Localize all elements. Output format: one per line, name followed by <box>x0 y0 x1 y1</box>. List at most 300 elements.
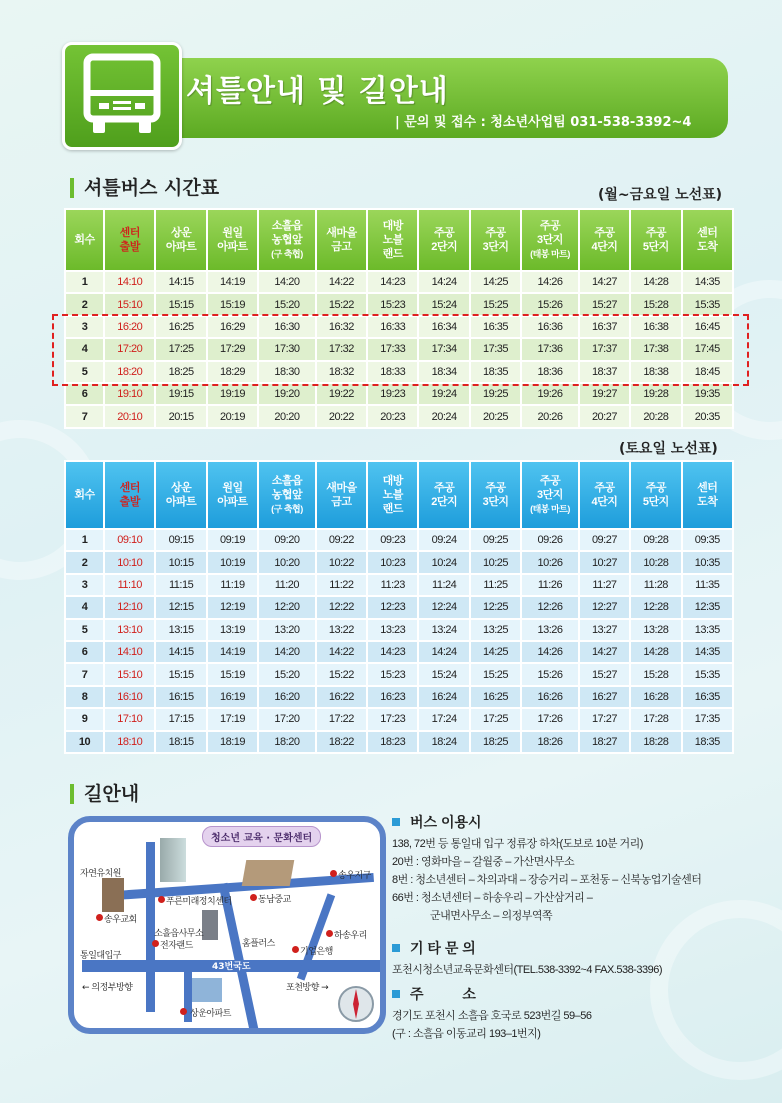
header-text: 센터 <box>697 482 718 494</box>
saturday-header-cell <box>470 461 521 529</box>
header-text: 상운 <box>170 482 192 494</box>
time-cell: 13:15 <box>155 619 206 641</box>
map-marker <box>330 870 337 877</box>
road-label: 43번국도 <box>212 962 251 972</box>
map-marker <box>292 946 299 953</box>
time-cell: 14:27 <box>579 271 630 293</box>
time-cell: 20:28 <box>630 405 681 427</box>
header-text: 3단지 <box>537 234 563 246</box>
header-text: 원일 <box>222 482 243 494</box>
time-cell: 16:35 <box>470 316 521 338</box>
time-cell: 18:35 <box>682 731 733 753</box>
time-cell: 13:35 <box>682 619 733 641</box>
time-cell: 18:27 <box>579 731 630 753</box>
header-text: 주공 <box>434 227 455 239</box>
header-text: 농협앞 <box>271 489 303 501</box>
weekday-header-cell <box>367 209 418 271</box>
time-cell: 18:19 <box>207 731 258 753</box>
weekday-header-cell <box>682 209 733 271</box>
time-cell: 17:10 <box>104 708 155 730</box>
time-cell: 10:28 <box>630 551 681 573</box>
time-cell: 16:26 <box>521 686 579 708</box>
time-cell: 10:24 <box>418 551 469 573</box>
time-cell: 16:27 <box>579 686 630 708</box>
time-cell: 10:23 <box>367 551 418 573</box>
header-text: 주공 <box>594 227 615 239</box>
time-cell: 17:19 <box>207 708 258 730</box>
time-cell: 13:25 <box>470 619 521 641</box>
time-cell: 12:35 <box>682 596 733 618</box>
header-text: 5단지 <box>642 241 669 253</box>
time-cell: 11:28 <box>630 574 681 596</box>
run-number-cell: 6 <box>65 383 104 405</box>
time-cell: 10:35 <box>682 551 733 573</box>
time-cell: 15:27 <box>579 663 630 685</box>
time-cell: 19:28 <box>630 383 681 405</box>
header-text: 상운 <box>170 227 192 239</box>
bus-icon <box>62 42 182 150</box>
time-cell: 14:22 <box>316 641 367 663</box>
time-cell: 15:24 <box>418 663 469 685</box>
time-cell: 18:25 <box>155 361 206 383</box>
time-cell: 20:35 <box>682 405 733 427</box>
bus-heading-text: 버스 이용시 <box>410 814 482 830</box>
run-number-cell: 8 <box>65 686 104 708</box>
header-text: 5단지 <box>642 496 669 508</box>
time-cell: 14:23 <box>367 271 418 293</box>
saturday-header-cell <box>258 461 316 529</box>
time-cell: 20:22 <box>316 405 367 427</box>
weekday-note: (월~금요일 노선표) <box>598 187 723 203</box>
bus-heading <box>392 812 701 832</box>
map-label: 하송우리 <box>334 931 367 941</box>
header-text: 노블 <box>382 489 403 501</box>
weekday-header-cell <box>579 209 630 271</box>
run-number-cell: 1 <box>65 529 104 551</box>
run-number-cell: 2 <box>65 551 104 573</box>
time-cell: 10:19 <box>207 551 258 573</box>
map-label: 포천방향 → <box>286 983 329 993</box>
run-number-cell: 7 <box>65 663 104 685</box>
directions-section-title: 길안내 <box>70 784 139 804</box>
table-row <box>65 731 733 753</box>
time-cell: 16:28 <box>630 686 681 708</box>
time-cell: 15:26 <box>521 293 579 315</box>
time-cell: 12:20 <box>258 596 316 618</box>
header-text: (구 축협) <box>271 249 303 259</box>
time-cell: 17:32 <box>316 338 367 360</box>
saturday-note: (토요일 노선표) <box>619 441 718 457</box>
saturday-header-cell <box>65 461 104 529</box>
time-cell: 09:25 <box>470 529 521 551</box>
time-cell: 18:23 <box>367 731 418 753</box>
time-cell: 19:20 <box>258 383 316 405</box>
header-text: 센터 <box>119 227 140 239</box>
time-cell: 11:35 <box>682 574 733 596</box>
time-cell: 12:27 <box>579 596 630 618</box>
time-cell: 18:20 <box>104 361 155 383</box>
time-cell: 18:29 <box>207 361 258 383</box>
saturday-header-cell <box>682 461 733 529</box>
time-cell: 09:15 <box>155 529 206 551</box>
time-cell: 15:26 <box>521 663 579 685</box>
time-cell: 17:36 <box>521 338 579 360</box>
time-cell: 20:25 <box>470 405 521 427</box>
map-label: 상운아파트 <box>190 1009 231 1019</box>
table-row <box>65 686 733 708</box>
time-cell: 16:19 <box>207 686 258 708</box>
time-cell: 11:25 <box>470 574 521 596</box>
time-cell: 14:22 <box>316 271 367 293</box>
time-cell: 16:32 <box>316 316 367 338</box>
address-info <box>392 984 592 1043</box>
saturday-header-cell <box>579 461 630 529</box>
time-cell: 14:20 <box>258 271 316 293</box>
time-cell: 18:30 <box>258 361 316 383</box>
time-cell: 19:22 <box>316 383 367 405</box>
time-cell: 11:26 <box>521 574 579 596</box>
time-cell: 13:20 <box>258 619 316 641</box>
time-cell: 12:26 <box>521 596 579 618</box>
time-cell: 17:28 <box>630 708 681 730</box>
time-cell: 11:19 <box>207 574 258 596</box>
weekday-header-cell <box>104 209 155 271</box>
time-cell: 10:20 <box>258 551 316 573</box>
time-cell: 17:25 <box>155 338 206 360</box>
time-cell: 17:20 <box>258 708 316 730</box>
run-number-cell: 2 <box>65 293 104 315</box>
header-text: (태봉 마트) <box>530 249 570 259</box>
time-cell: 09:35 <box>682 529 733 551</box>
time-cell: 16:24 <box>418 686 469 708</box>
time-cell: 20:26 <box>521 405 579 427</box>
time-cell: 09:23 <box>367 529 418 551</box>
time-cell: 14:20 <box>258 641 316 663</box>
time-cell: 17:45 <box>682 338 733 360</box>
header-text: 3단지 <box>537 489 563 501</box>
time-cell: 15:35 <box>682 663 733 685</box>
bus-line: 8번 : 청소년센터 – 차의과대 – 장승거리 – 포천동 – 신북농업기술센터 <box>392 874 702 886</box>
time-cell: 17:26 <box>521 708 579 730</box>
time-cell: 13:28 <box>630 619 681 641</box>
saturday-header-cell <box>418 461 469 529</box>
contact-info <box>392 938 662 979</box>
time-cell: 10:10 <box>104 551 155 573</box>
run-number-cell: 4 <box>65 596 104 618</box>
time-cell: 16:36 <box>521 316 579 338</box>
time-cell: 20:15 <box>155 405 206 427</box>
header-text: 주공 <box>645 482 666 494</box>
time-cell: 15:23 <box>367 663 418 685</box>
weekday-header-cell <box>630 209 681 271</box>
run-number-cell: 10 <box>65 731 104 753</box>
office-building-icon <box>202 910 218 940</box>
table-row <box>65 405 733 427</box>
time-cell: 16:35 <box>682 686 733 708</box>
header-text: 센터 <box>119 482 140 494</box>
table-row <box>65 596 733 618</box>
weekday-header-cell <box>418 209 469 271</box>
header-text: 출발 <box>119 241 140 253</box>
time-cell: 19:19 <box>207 383 258 405</box>
bus-line: 66번 : 청소년센터 – 하송우리 – 가산삼거리 – <box>392 892 593 904</box>
time-cell: 17:29 <box>207 338 258 360</box>
saturday-header-cell <box>521 461 579 529</box>
table-row <box>65 641 733 663</box>
time-cell: 17:33 <box>367 338 418 360</box>
run-number-cell: 9 <box>65 708 104 730</box>
table-row <box>65 708 733 730</box>
map-label: 동남중교 <box>258 895 291 905</box>
header-text: 주공 <box>645 227 666 239</box>
time-cell: 11:22 <box>316 574 367 596</box>
run-number-cell: 4 <box>65 338 104 360</box>
table-row <box>65 551 733 573</box>
time-cell: 14:23 <box>367 641 418 663</box>
header-text: 주공 <box>539 220 561 232</box>
weekday-header-cell <box>521 209 579 271</box>
time-cell: 16:45 <box>682 316 733 338</box>
time-cell: 15:15 <box>155 293 206 315</box>
address-line: (구 : 소흘읍 이동교리 193–1번지) <box>392 1028 541 1040</box>
time-cell: 11:10 <box>104 574 155 596</box>
time-cell: 16:34 <box>418 316 469 338</box>
header-text: 2단지 <box>431 241 458 253</box>
time-cell: 17:27 <box>579 708 630 730</box>
header-text: 주공 <box>434 482 455 494</box>
header-text: 새마을 <box>326 482 357 494</box>
time-cell: 18:38 <box>630 361 681 383</box>
header-text: 아파트 <box>217 496 248 508</box>
time-cell: 12:23 <box>367 596 418 618</box>
time-cell: 12:22 <box>316 596 367 618</box>
bus-info <box>392 812 701 925</box>
header-text: 도착 <box>697 241 718 253</box>
time-cell: 14:24 <box>418 271 469 293</box>
time-cell: 14:25 <box>470 641 521 663</box>
header-text: 아파트 <box>165 241 197 253</box>
time-cell: 15:20 <box>258 663 316 685</box>
header-text: 대방 <box>382 220 403 232</box>
time-cell: 15:25 <box>470 293 521 315</box>
time-cell: 16:15 <box>155 686 206 708</box>
run-number-cell: 3 <box>65 574 104 596</box>
time-cell: 18:32 <box>316 361 367 383</box>
header-text: 소흘읍 <box>271 475 303 487</box>
map-label: ← 의정부방향 <box>82 983 133 993</box>
time-cell: 14:24 <box>418 641 469 663</box>
address-heading <box>392 984 592 1004</box>
time-cell: 17:30 <box>258 338 316 360</box>
time-cell: 17:15 <box>155 708 206 730</box>
time-cell: 15:23 <box>367 293 418 315</box>
map-marker <box>180 1008 187 1015</box>
saturday-header-cell <box>104 461 155 529</box>
time-cell: 10:27 <box>579 551 630 573</box>
time-cell: 19:24 <box>418 383 469 405</box>
time-cell: 18:36 <box>521 361 579 383</box>
bullet-icon <box>392 944 400 952</box>
time-cell: 15:28 <box>630 293 681 315</box>
time-cell: 10:26 <box>521 551 579 573</box>
time-cell: 10:22 <box>316 551 367 573</box>
time-cell: 14:28 <box>630 641 681 663</box>
church-building-icon <box>102 878 124 912</box>
location-map <box>68 816 386 1034</box>
time-cell: 09:22 <box>316 529 367 551</box>
header-text: 센터 <box>697 227 718 239</box>
weekday-header-cell <box>65 209 104 271</box>
time-cell: 14:35 <box>682 641 733 663</box>
time-cell: 20:27 <box>579 405 630 427</box>
time-cell: 14:10 <box>104 271 155 293</box>
header-text: 도착 <box>697 496 718 508</box>
time-cell: 18:22 <box>316 731 367 753</box>
time-cell: 14:27 <box>579 641 630 663</box>
time-cell: 12:19 <box>207 596 258 618</box>
header-text: 2단지 <box>431 496 458 508</box>
time-cell: 16:37 <box>579 316 630 338</box>
table-row <box>65 663 733 685</box>
time-cell: 13:22 <box>316 619 367 641</box>
time-cell: 10:25 <box>470 551 521 573</box>
header-text: 주공 <box>485 482 506 494</box>
run-number-cell: 5 <box>65 361 104 383</box>
header-text: 주공 <box>485 227 506 239</box>
time-cell: 15:35 <box>682 293 733 315</box>
time-cell: 15:19 <box>207 663 258 685</box>
table-row <box>65 383 733 405</box>
header-text: 금고 <box>331 496 352 508</box>
weekday-header-cell <box>316 209 367 271</box>
apartment-icon <box>192 978 222 1002</box>
map-label: 통일대입구 <box>80 951 121 961</box>
time-cell: 14:15 <box>155 641 206 663</box>
time-cell: 12:25 <box>470 596 521 618</box>
run-number-cell: 1 <box>65 271 104 293</box>
saturday-timetable <box>64 460 734 754</box>
map-label: 홈플러스 <box>242 939 275 949</box>
map-label: 푸른미래정치센터 <box>166 897 232 907</box>
time-cell: 11:24 <box>418 574 469 596</box>
time-cell: 19:27 <box>579 383 630 405</box>
map-marker <box>96 914 103 921</box>
header-text: 농협앞 <box>271 234 303 246</box>
header-text: 노블 <box>382 234 403 246</box>
time-cell: 16:33 <box>367 316 418 338</box>
time-cell: 19:35 <box>682 383 733 405</box>
time-cell: 18:24 <box>418 731 469 753</box>
time-cell: 15:22 <box>316 293 367 315</box>
time-cell: 09:19 <box>207 529 258 551</box>
header-text: 아파트 <box>217 241 248 253</box>
map-label: 송우교회 <box>104 915 137 925</box>
run-number-cell: 7 <box>65 405 104 427</box>
highlight-box <box>52 314 749 386</box>
time-cell: 20:24 <box>418 405 469 427</box>
time-cell: 18:34 <box>418 361 469 383</box>
time-cell: 13:26 <box>521 619 579 641</box>
weekday-header-cell <box>207 209 258 271</box>
time-cell: 19:15 <box>155 383 206 405</box>
time-cell: 11:15 <box>155 574 206 596</box>
time-cell: 12:15 <box>155 596 206 618</box>
time-cell: 11:27 <box>579 574 630 596</box>
time-cell: 18:25 <box>470 731 521 753</box>
map-label: 전자랜드 <box>160 941 193 951</box>
time-cell: 18:10 <box>104 731 155 753</box>
time-cell: 09:28 <box>630 529 681 551</box>
table-row <box>65 271 733 293</box>
time-cell: 17:20 <box>104 338 155 360</box>
time-cell: 16:25 <box>155 316 206 338</box>
center-tag: 청소년 교육 · 문화센터 <box>202 826 321 847</box>
time-cell: 14:26 <box>521 641 579 663</box>
bus-line: 20번 : 영화마을 – 갈월중 – 가산면사무소 <box>392 856 575 868</box>
time-cell: 20:10 <box>104 405 155 427</box>
weekday-header-cell <box>155 209 206 271</box>
time-cell: 13:27 <box>579 619 630 641</box>
time-cell: 13:19 <box>207 619 258 641</box>
time-cell: 09:26 <box>521 529 579 551</box>
time-cell: 14:26 <box>521 271 579 293</box>
shuttle-section-title: 셔틀버스 시간표 <box>70 178 219 198</box>
school-building-icon <box>242 860 295 886</box>
compass-icon <box>336 984 376 1024</box>
time-cell: 18:33 <box>367 361 418 383</box>
saturday-header-cell <box>316 461 367 529</box>
time-cell: 15:19 <box>207 293 258 315</box>
time-cell: 17:25 <box>470 708 521 730</box>
time-cell: 15:10 <box>104 293 155 315</box>
map-label: 자연유치원 <box>80 869 121 879</box>
map-label: 송우지구 <box>338 871 371 881</box>
table-row <box>65 293 733 315</box>
header-text: 회수 <box>74 234 95 246</box>
time-cell: 16:20 <box>104 316 155 338</box>
time-cell: 20:20 <box>258 405 316 427</box>
time-cell: 20:19 <box>207 405 258 427</box>
header-text: 대방 <box>382 475 403 487</box>
time-cell: 15:20 <box>258 293 316 315</box>
time-cell: 18:45 <box>682 361 733 383</box>
time-cell: 13:10 <box>104 619 155 641</box>
header-text: 금고 <box>331 241 352 253</box>
time-cell: 19:25 <box>470 383 521 405</box>
header-text: 소흘읍 <box>271 220 303 232</box>
time-cell: 14:25 <box>470 271 521 293</box>
weekday-header-cell <box>470 209 521 271</box>
time-cell: 12:28 <box>630 596 681 618</box>
time-cell: 18:35 <box>470 361 521 383</box>
time-cell: 16:20 <box>258 686 316 708</box>
time-cell: 12:10 <box>104 596 155 618</box>
bus-line: 군내면사무소 – 의정부역쪽 <box>430 910 553 922</box>
time-cell: 14:19 <box>207 641 258 663</box>
contact-line: 포천시청소년교육문화센터(TEL.538-3392~4 FAX.538-3396) <box>392 964 662 976</box>
time-cell: 16:38 <box>630 316 681 338</box>
time-cell: 13:23 <box>367 619 418 641</box>
time-cell: 17:23 <box>367 708 418 730</box>
time-cell: 14:15 <box>155 271 206 293</box>
time-cell: 17:38 <box>630 338 681 360</box>
contact-heading <box>392 938 662 958</box>
table-row <box>65 529 733 551</box>
header-text: 주공 <box>539 475 561 487</box>
time-cell: 09:10 <box>104 529 155 551</box>
time-cell: 19:10 <box>104 383 155 405</box>
map-marker <box>250 894 257 901</box>
